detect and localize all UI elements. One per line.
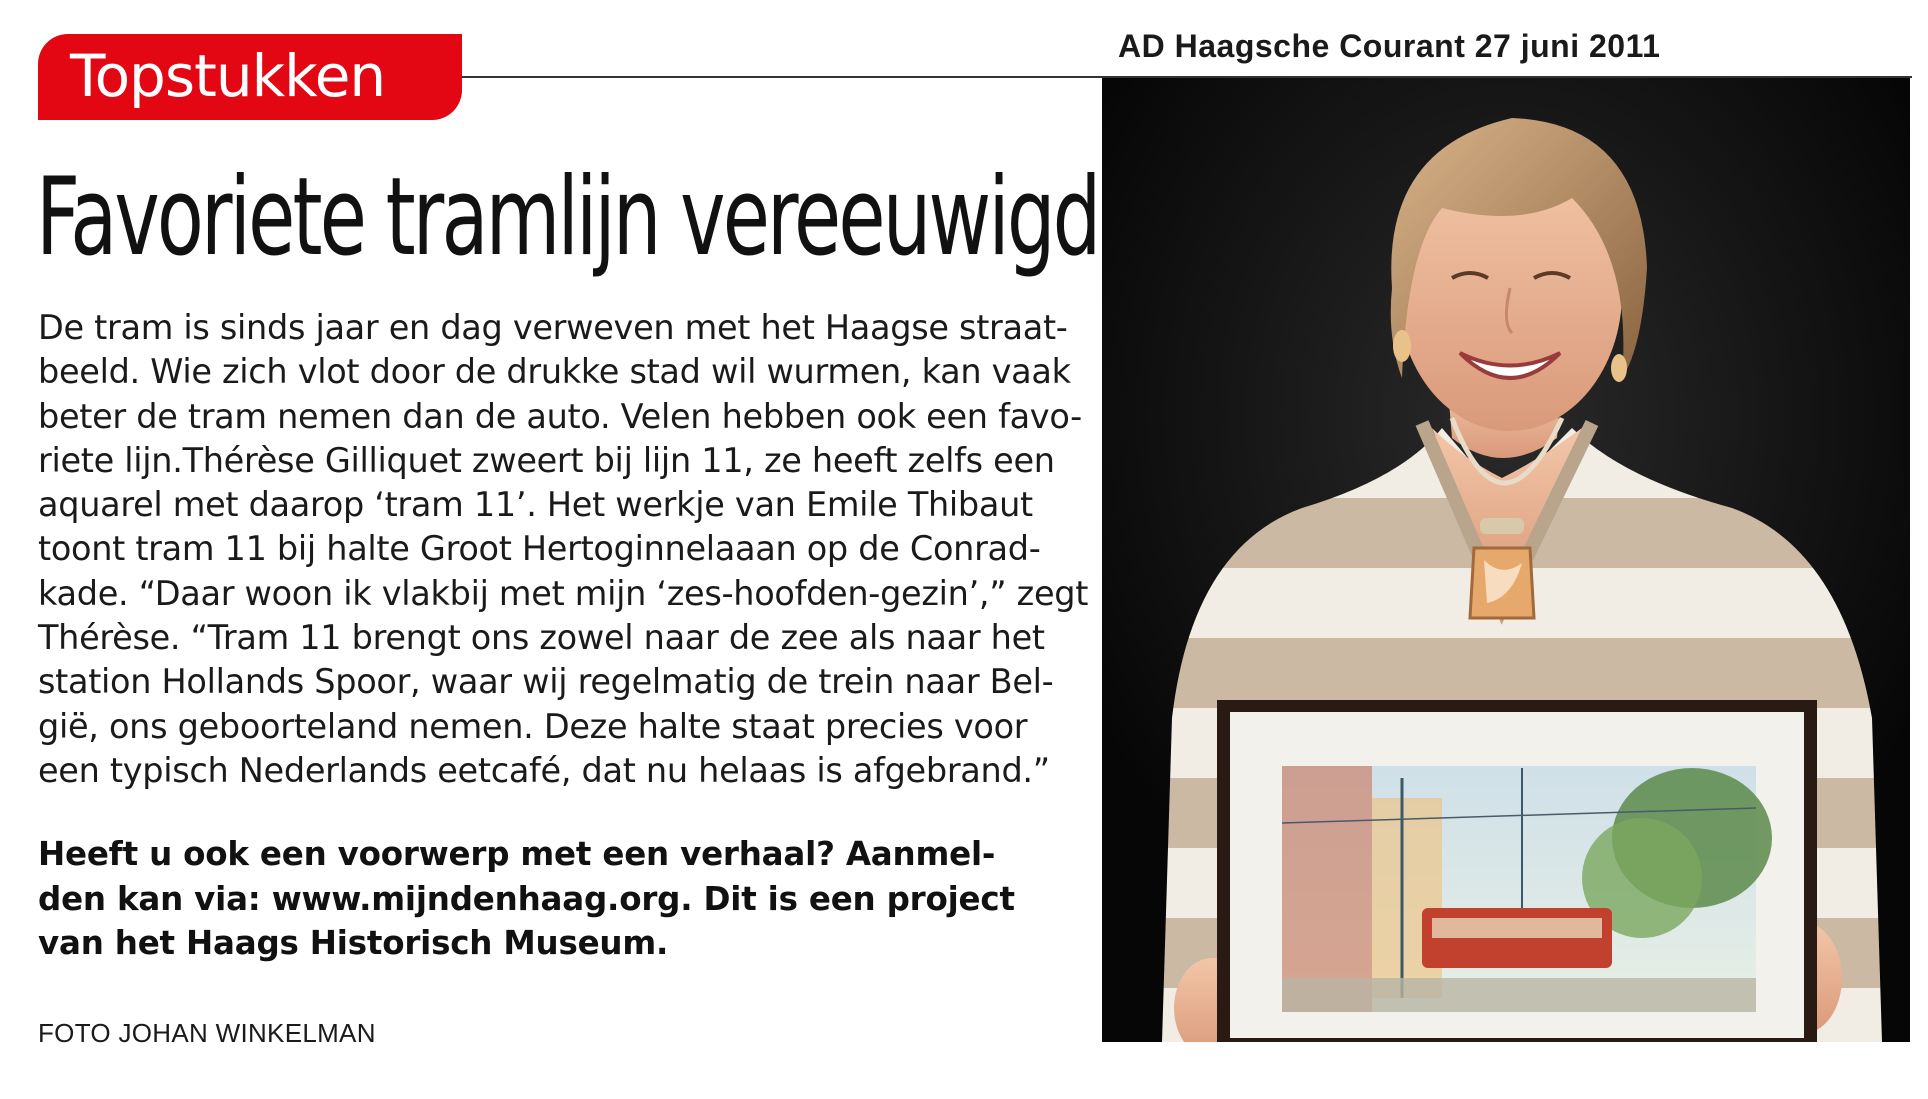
portrait-illustration [1102,78,1910,1042]
body-line: gië, ons geboorteland nemen. Deze halte staat precies voor [38,706,1028,746]
body-line: een typisch Nederlands eetcafé, dat nu helaas is afgebrand.” [38,750,1050,790]
cta-line: den kan via: www.mijndenhaag.org. Dit is een project [38,879,1015,918]
painting-street [1282,978,1756,1012]
earring-left [1393,330,1411,362]
photo-credit: FOTO JOHAN WINKELMAN [38,1018,376,1048]
body-line: beter de tram nemen dan de auto. Velen hebben ook een favo- [38,396,1082,436]
body-line: Thérèse. “Tram 11 brengt ons zowel naar de zee als naar het [38,618,1045,658]
article-body [38,306,1089,793]
section-label: Topstukken [70,42,386,110]
cta-line: van het Haags Historisch Museum. [38,924,669,962]
section-badge [38,34,462,120]
cta-line: Heeft u ook een voorwerp met een verhaal? Aanmel- [38,835,996,873]
painting-tram-windows [1432,918,1602,938]
portrait-photo [1102,78,1910,1042]
headline-container [36,155,1116,280]
body-line: riete lijn.Thérèse Gilliquet zweert bij lijn 11, ze heeft zelfs een [38,440,1055,480]
source-citation: AD Haagsche Courant 27 juni 2011 [1118,28,1661,64]
body-line: beeld. Wie zich vlot door de drukke stad wil wurmen, kan vaak [38,352,1071,392]
painting-building-left [1282,766,1372,1012]
body-line: aquarel met daarop ‘tram 11’. Het werkje van Emile Thibaut [38,485,1033,525]
call-to-action [38,832,1048,966]
body-line: De tram is sinds jaar en dag verweven met het Haagse straat- [38,308,1068,347]
body-line: toont tram 11 bij halte Groot Hertoginnelaaan op de Conrad- [38,529,1041,569]
body-line: station Hollands Spoor, waar wij regelmatig de trein naar Bel- [38,662,1054,702]
headline: Favoriete tramlijn vereeuwigd [36,155,1099,280]
necklace-beads [1480,518,1524,534]
body-line: kade. “Daar woon ik vlakbij met mijn ‘zes-hoofden-gezin’,” zegt [38,573,1089,613]
earring-right [1611,354,1627,382]
